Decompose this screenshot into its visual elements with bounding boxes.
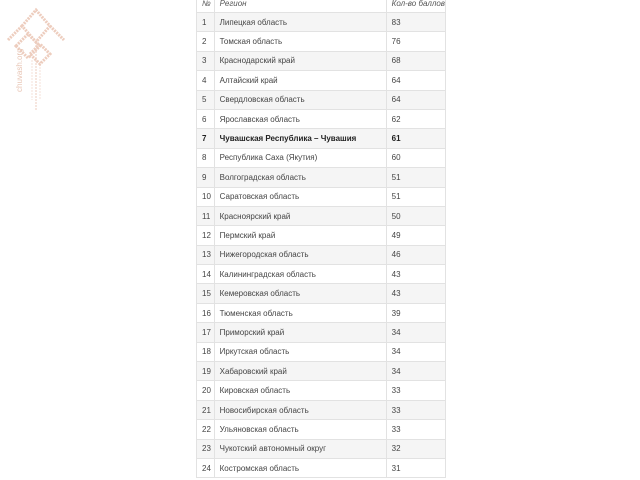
table-row — [197, 284, 446, 303]
row-number: 12 — [197, 226, 215, 245]
row-region: Костромская область — [214, 458, 386, 477]
row-region: Волгоградская область — [214, 168, 386, 187]
table-row — [197, 400, 446, 419]
row-score: 32 — [386, 439, 445, 458]
row-number: 7 — [197, 129, 215, 148]
header-score: Кол-во баллов — [386, 0, 445, 13]
row-score: 46 — [386, 245, 445, 264]
table-row — [197, 71, 446, 90]
row-score: 33 — [386, 400, 445, 419]
row-score: 43 — [386, 265, 445, 284]
row-number: 3 — [197, 51, 215, 70]
row-region: Приморский край — [214, 323, 386, 342]
row-region: Новосибирская область — [214, 400, 386, 419]
row-score: 61 — [386, 129, 445, 148]
row-score: 64 — [386, 71, 445, 90]
table-row — [197, 51, 446, 70]
row-region: Республика Саха (Якутия) — [214, 148, 386, 167]
row-number: 20 — [197, 381, 215, 400]
row-number: 14 — [197, 265, 215, 284]
row-region: Свердловская область — [214, 90, 386, 109]
table-row — [197, 168, 446, 187]
row-score: 31 — [386, 458, 445, 477]
row-number: 8 — [197, 148, 215, 167]
row-number: 17 — [197, 323, 215, 342]
row-number: 13 — [197, 245, 215, 264]
table-row — [197, 323, 446, 342]
row-region: Краснодарский край — [214, 51, 386, 70]
row-region: Тюменская область — [214, 303, 386, 322]
row-region: Томская область — [214, 32, 386, 51]
row-number: 15 — [197, 284, 215, 303]
table-row — [197, 458, 446, 477]
row-region: Пермский край — [214, 226, 386, 245]
row-number: 2 — [197, 32, 215, 51]
table-row — [197, 32, 446, 51]
table-row — [197, 303, 446, 322]
table-row — [197, 342, 446, 361]
row-score: 43 — [386, 284, 445, 303]
table-row — [197, 245, 446, 264]
row-score: 60 — [386, 148, 445, 167]
row-region: Чукотский автономный округ — [214, 439, 386, 458]
table-row — [197, 420, 446, 439]
row-number: 1 — [197, 13, 215, 32]
row-number: 23 — [197, 439, 215, 458]
row-score: 34 — [386, 362, 445, 381]
row-region: Алтайский край — [214, 71, 386, 90]
chuvash-org-logo — [0, 0, 80, 120]
row-score: 51 — [386, 168, 445, 187]
table-row — [197, 90, 446, 109]
row-number: 18 — [197, 342, 215, 361]
row-region: Чувашская Республика – Чувашия — [214, 129, 386, 148]
table-row — [197, 148, 446, 167]
table-row — [197, 265, 446, 284]
ranking-table — [196, 0, 446, 478]
logo-text: chuvash.org — [15, 48, 24, 92]
table-row — [197, 206, 446, 225]
row-score: 83 — [386, 13, 445, 32]
table-row — [197, 129, 446, 148]
row-number: 24 — [197, 458, 215, 477]
row-number: 21 — [197, 400, 215, 419]
row-score: 68 — [386, 51, 445, 70]
row-number: 5 — [197, 90, 215, 109]
row-region: Нижегородская область — [214, 245, 386, 264]
row-score: 39 — [386, 303, 445, 322]
row-region: Ярославская область — [214, 109, 386, 128]
row-score: 33 — [386, 420, 445, 439]
header-number: № — [197, 0, 215, 13]
row-region: Иркутская область — [214, 342, 386, 361]
row-score: 33 — [386, 381, 445, 400]
row-region: Кировская область — [214, 381, 386, 400]
row-score: 62 — [386, 109, 445, 128]
row-region: Красноярский край — [214, 206, 386, 225]
table-row — [197, 187, 446, 206]
row-number: 10 — [197, 187, 215, 206]
row-score: 50 — [386, 206, 445, 225]
row-number: 19 — [197, 362, 215, 381]
row-number: 6 — [197, 109, 215, 128]
row-number: 4 — [197, 71, 215, 90]
row-region: Кемеровская область — [214, 284, 386, 303]
row-region: Липецкая область — [214, 13, 386, 32]
row-score: 34 — [386, 342, 445, 361]
table-row — [197, 109, 446, 128]
row-region: Саратовская область — [214, 187, 386, 206]
table-header-row — [197, 0, 446, 13]
row-score: 64 — [386, 90, 445, 109]
row-number: 9 — [197, 168, 215, 187]
table-row — [197, 381, 446, 400]
row-region: Хабаровский край — [214, 362, 386, 381]
row-number: 22 — [197, 420, 215, 439]
row-score: 76 — [386, 32, 445, 51]
row-number: 11 — [197, 206, 215, 225]
table-row — [197, 13, 446, 32]
row-score: 51 — [386, 187, 445, 206]
header-region: Регион — [214, 0, 386, 13]
table-row — [197, 226, 446, 245]
table-row — [197, 439, 446, 458]
row-score: 34 — [386, 323, 445, 342]
row-number: 16 — [197, 303, 215, 322]
row-region: Калининградская область — [214, 265, 386, 284]
table-row — [197, 362, 446, 381]
row-region: Ульяновская область — [214, 420, 386, 439]
row-score: 49 — [386, 226, 445, 245]
